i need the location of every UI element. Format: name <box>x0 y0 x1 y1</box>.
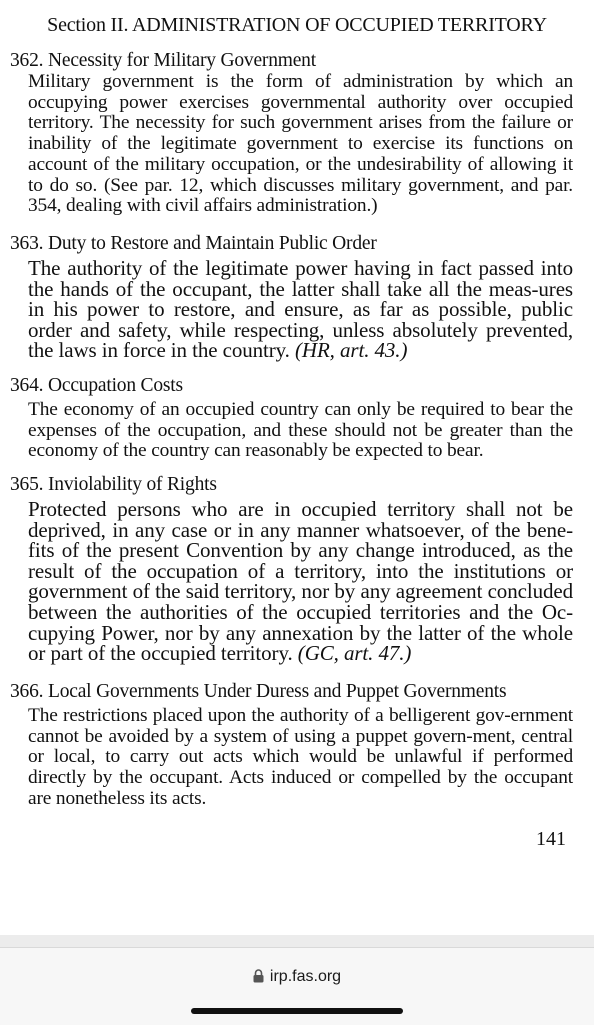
lock-icon <box>253 969 264 988</box>
page-number: 141 <box>536 828 566 850</box>
page-gap <box>0 935 594 947</box>
paragraph-362-body <box>10 72 573 217</box>
paragraph-363-citation: (HR, art. 43.) <box>295 338 408 363</box>
paragraph-364-title: 364. Occupation Costs <box>10 375 183 396</box>
url-display[interactable] <box>0 968 594 988</box>
paragraph-364-body <box>10 400 573 462</box>
home-indicator[interactable] <box>191 1008 403 1014</box>
section-title: Section II. ADMINISTRATION OF OCCUPIED TERRITORY <box>47 14 547 36</box>
paragraph-362-title: 362. Necessity for Military Government <box>10 50 316 71</box>
paragraph-364-text: The economy of an occupied country can only be required to bear the expenses of the occupation, and these should not be greater than the economy of the country can reasonably be expected to bear. <box>28 399 573 462</box>
paragraph-366-body <box>10 706 573 810</box>
paragraph-363-body <box>10 258 573 361</box>
paragraph-365-text: Protected persons who are in occupied territory shall not be deprived, in any case or in any manner whatsoever, of the bene-fits of the present Convention by any change introduced, as the result of the occupation of a territory, into the institutions or government of the said territory, nor by any agreement concluded between the authorities of the occupied territories and the Oc-cupying Power, nor by any annexation by the latter of the whole or part of the occupied territory. <box>28 497 573 666</box>
url-text: irp.fas.org <box>269 968 342 985</box>
paragraph-365-body <box>10 499 573 664</box>
paragraph-362-text: Military government is the form of administration by which an occupying power exercises governmental authority over occupied territory. The necessity for such government arises from the failure or inability of the legitimate government to exercise its functions on account of the military occupation, or the undesirability of allowing it to do so. (See par. 12, which discusses military government, and par. 354, dealing with civil affairs administration.) <box>28 71 573 217</box>
paragraph-365-citation: (GC, art. 47.) <box>297 641 412 666</box>
paragraph-363-title: 363. Duty to Restore and Maintain Public Order <box>10 233 377 254</box>
browser-address-bar[interactable] <box>0 947 594 1025</box>
paragraph-365-title: 365. Inviolability of Rights <box>10 474 217 495</box>
paragraph-363-text: The authority of the legitimate power having in fact passed into the hands of the occupant, the latter shall take all the meas-ures in his power to restore, and ensure, as far as possible, public order and safety, while respecting, unless absolutely prevented, the laws in force in the country. <box>28 256 573 363</box>
paragraph-366-title: 366. Local Governments Under Duress and Puppet Governments <box>10 681 507 702</box>
paragraph-366-text: The restrictions placed upon the authority of a belligerent gov-ernment cannot be avoided by a system of using a puppet govern-ment, central or local, to carry out acts which would be unlawful if performed directly by the occupant. Acts induced or compelled by the occupant are nonetheless its acts. <box>28 705 573 809</box>
